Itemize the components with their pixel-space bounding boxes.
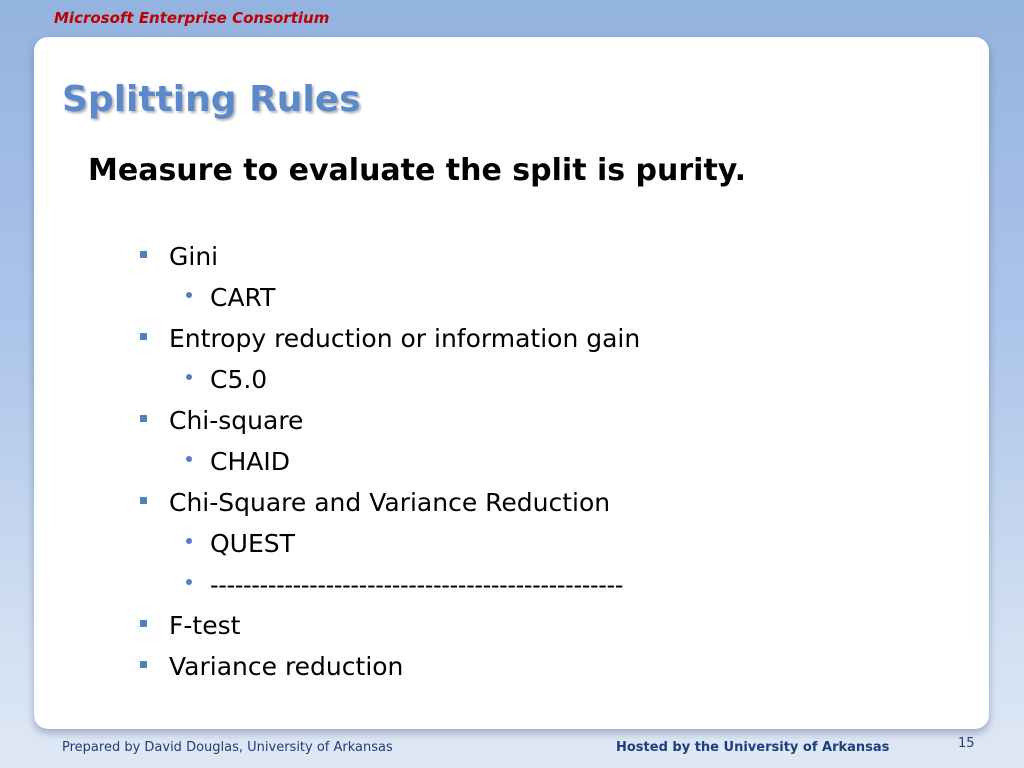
bullet-text: F-test: [169, 611, 241, 640]
main-statement: Measure to evaluate the split is purity.: [88, 153, 747, 188]
slide-title: Splitting Rules: [62, 79, 361, 120]
bullet-text: Entropy reduction or information gain: [169, 324, 641, 353]
bullet-text: --------------------------------------------------: [210, 571, 624, 599]
bullet-text: CHAID: [210, 447, 290, 476]
bullet-text: CART: [210, 283, 276, 312]
bullet-text: Gini: [169, 242, 219, 271]
consortium-brand: Microsoft Enterprise Consortium: [54, 9, 330, 27]
bullet-text: QUEST: [210, 529, 295, 558]
bullet-text: C5.0: [210, 365, 268, 394]
footer-prepared-by: Prepared by David Douglas, University of Arkansas: [62, 740, 393, 755]
slide-content-panel: [34, 37, 989, 729]
bullet-text: Chi-square: [169, 406, 304, 435]
bullet-text: Chi-Square and Variance Reduction: [169, 488, 611, 517]
slide-number: 15: [958, 736, 975, 751]
bullet-text: Variance reduction: [169, 652, 404, 681]
footer-hosted-by: Hosted by the University of Arkansas: [616, 740, 890, 755]
